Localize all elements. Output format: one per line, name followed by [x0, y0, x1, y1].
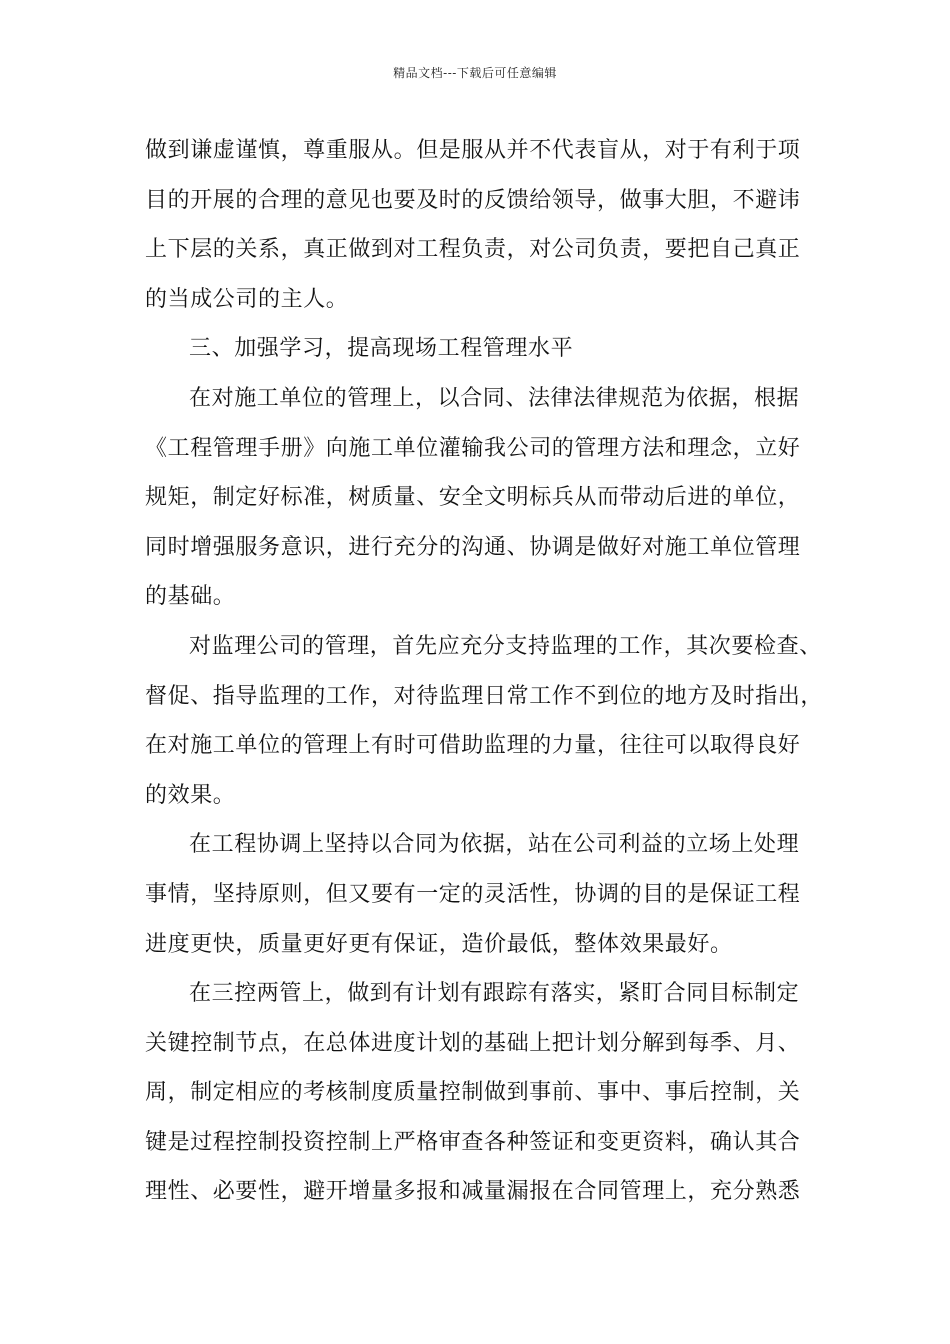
- text-line: 事情，坚持原则，但又要有一定的灵活性，协调的目的是保证工程: [145, 881, 801, 907]
- text-line: 周，制定相应的考核制度质量控制做到事前、事中、事后控制，关: [145, 1080, 801, 1106]
- page-header: 精品文档---下载后可任意编辑: [393, 66, 557, 80]
- text-line: 对监理公司的管理，首先应充分支持监理的工作，其次要检查、: [189, 633, 822, 659]
- text-line: 键是过程控制投资控制上严格审查各种签证和变更资料，确认其合: [145, 1129, 801, 1155]
- text-line: 督促、指导监理的工作，对待监理日常工作不到位的地方及时指出，: [145, 683, 824, 709]
- text-line: 在对施工单位的管理上，以合同、法律法律规范为依据，根据: [189, 385, 800, 411]
- text-line: 《工程管理手册》向施工单位灌输我公司的管理方法和理念，立好: [145, 435, 801, 461]
- text-line: 规矩，制定好标准，树质量、安全文明标兵从而带动后进的单位，: [145, 485, 801, 511]
- document-body: [145, 126, 825, 1217]
- text-line: 进度更快，质量更好更有保证，造价最低，整体效果最好。: [145, 931, 733, 957]
- text-line: 的当成公司的主人。: [145, 286, 349, 312]
- text-line: 做到谦虚谨慎，尊重服从。但是服从并不代表盲从，对于有利于项: [145, 138, 801, 163]
- text-line: 关键控制节点，在总体进度计划的基础上把计划分解到每季、月、: [145, 1030, 801, 1056]
- text-line: 同时增强服务意识，进行充分的沟通、协调是做好对施工单位管理: [145, 534, 801, 560]
- text-line: 的效果。: [145, 782, 236, 808]
- text-line: 上下层的关系，真正做到对工程负责，对公司负责，要把自己真正: [145, 237, 801, 263]
- section-heading: 三、加强学习，提高现场工程管理水平: [189, 336, 574, 362]
- text-line: 理性、必要性，避开增量多报和减量漏报在合同管理上，充分熟悉: [145, 1179, 801, 1205]
- text-line: 目的开展的合理的意见也要及时的反馈给领导，做事大胆，不避讳: [145, 187, 801, 213]
- text-line: 在三控两管上，做到有计划有跟踪有落实，紧盯合同目标制定: [189, 981, 800, 1007]
- text-line: 在工程协调上坚持以合同为依据，站在公司利益的立场上处理: [189, 832, 800, 858]
- text-line: 在对施工单位的管理上有时可借助监理的力量，往往可以取得良好: [145, 733, 801, 759]
- text-line: 的基础。: [145, 584, 236, 610]
